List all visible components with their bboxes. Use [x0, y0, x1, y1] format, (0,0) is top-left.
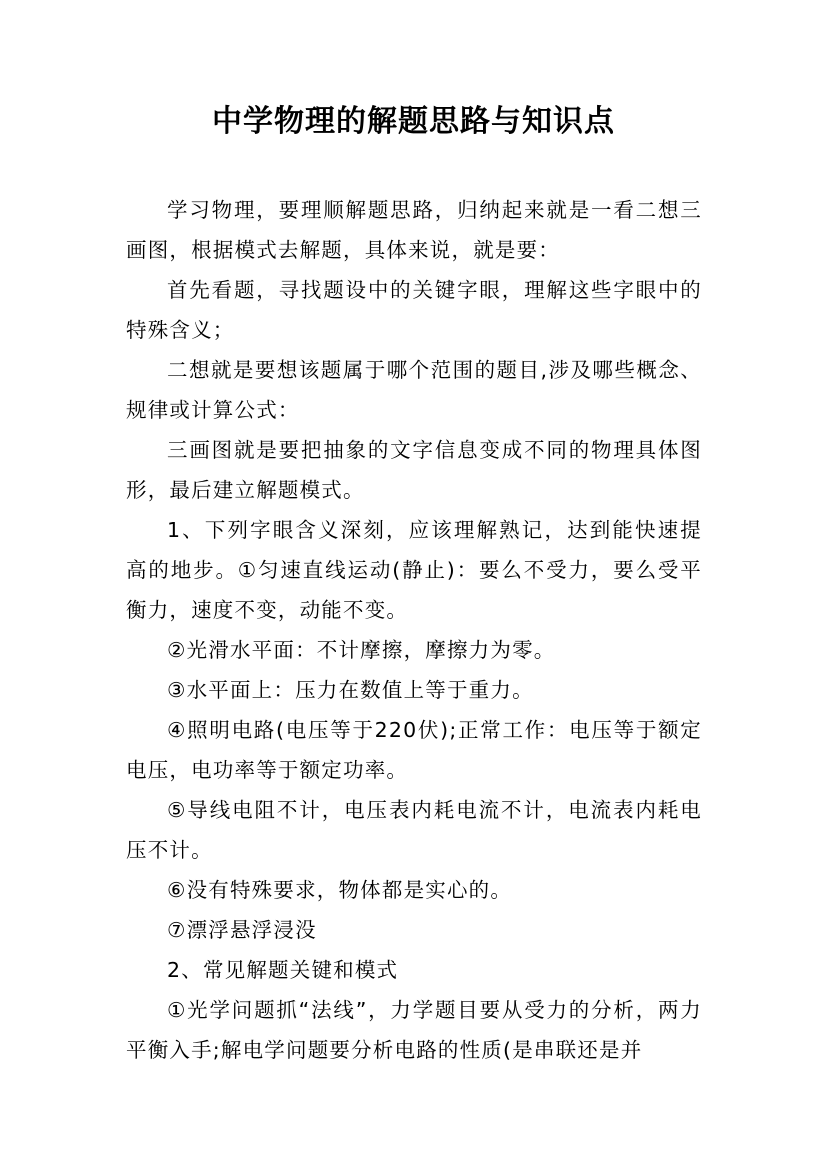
paragraph: 三画图就是要把抽象的文字信息变成不同的物理具体图形，最后建立解题模式。 [126, 438, 702, 502]
paragraph: 学习物理，要理顺解题思路，归纳起来就是一看二想三画图，根据模式去解题，具体来说，就是要： [126, 198, 702, 262]
paragraph: 1、下列字眼含义深刻，应该理解熟记，达到能快速提高的地步。①匀速直线运动(静止)：要么不受力，要么受平衡力，速度不变，动能不变。 [126, 518, 702, 622]
paragraph: 首先看题，寻找题设中的关键字眼，理解这些字眼中的特殊含义； [126, 278, 702, 342]
paragraph: ⑦漂浮悬浮浸没 [167, 918, 317, 942]
paragraph: ①光学问题抓“法线”，力学题目要从受力的分析，两力平衡入手;解电学问题要分析电路的性质(是串联还是并 [126, 998, 702, 1062]
document-title: 中学物理的解题思路与知识点 [212, 104, 615, 139]
paragraph: ⑥没有特殊要求，物体都是实心的。 [167, 878, 513, 902]
paragraph: ②光滑水平面：不计摩擦，摩擦力为零。 [167, 638, 556, 662]
paragraph: 2、常见解题关键和模式 [167, 958, 399, 982]
paragraph: ⑤导线电阻不计，电压表内耗电流不计，电流表内耗电压不计。 [126, 798, 702, 862]
paragraph: 二想就是要想该题属于哪个范围的题目,涉及哪些概念、规律或计算公式： [126, 358, 702, 422]
paragraph: ③水平面上：压力在数值上等于重力。 [167, 678, 534, 702]
document-body [126, 190, 702, 1070]
paragraph: ④照明电路(电压等于220伏);正常工作：电压等于额定电压，电功率等于额定功率。 [126, 718, 702, 782]
